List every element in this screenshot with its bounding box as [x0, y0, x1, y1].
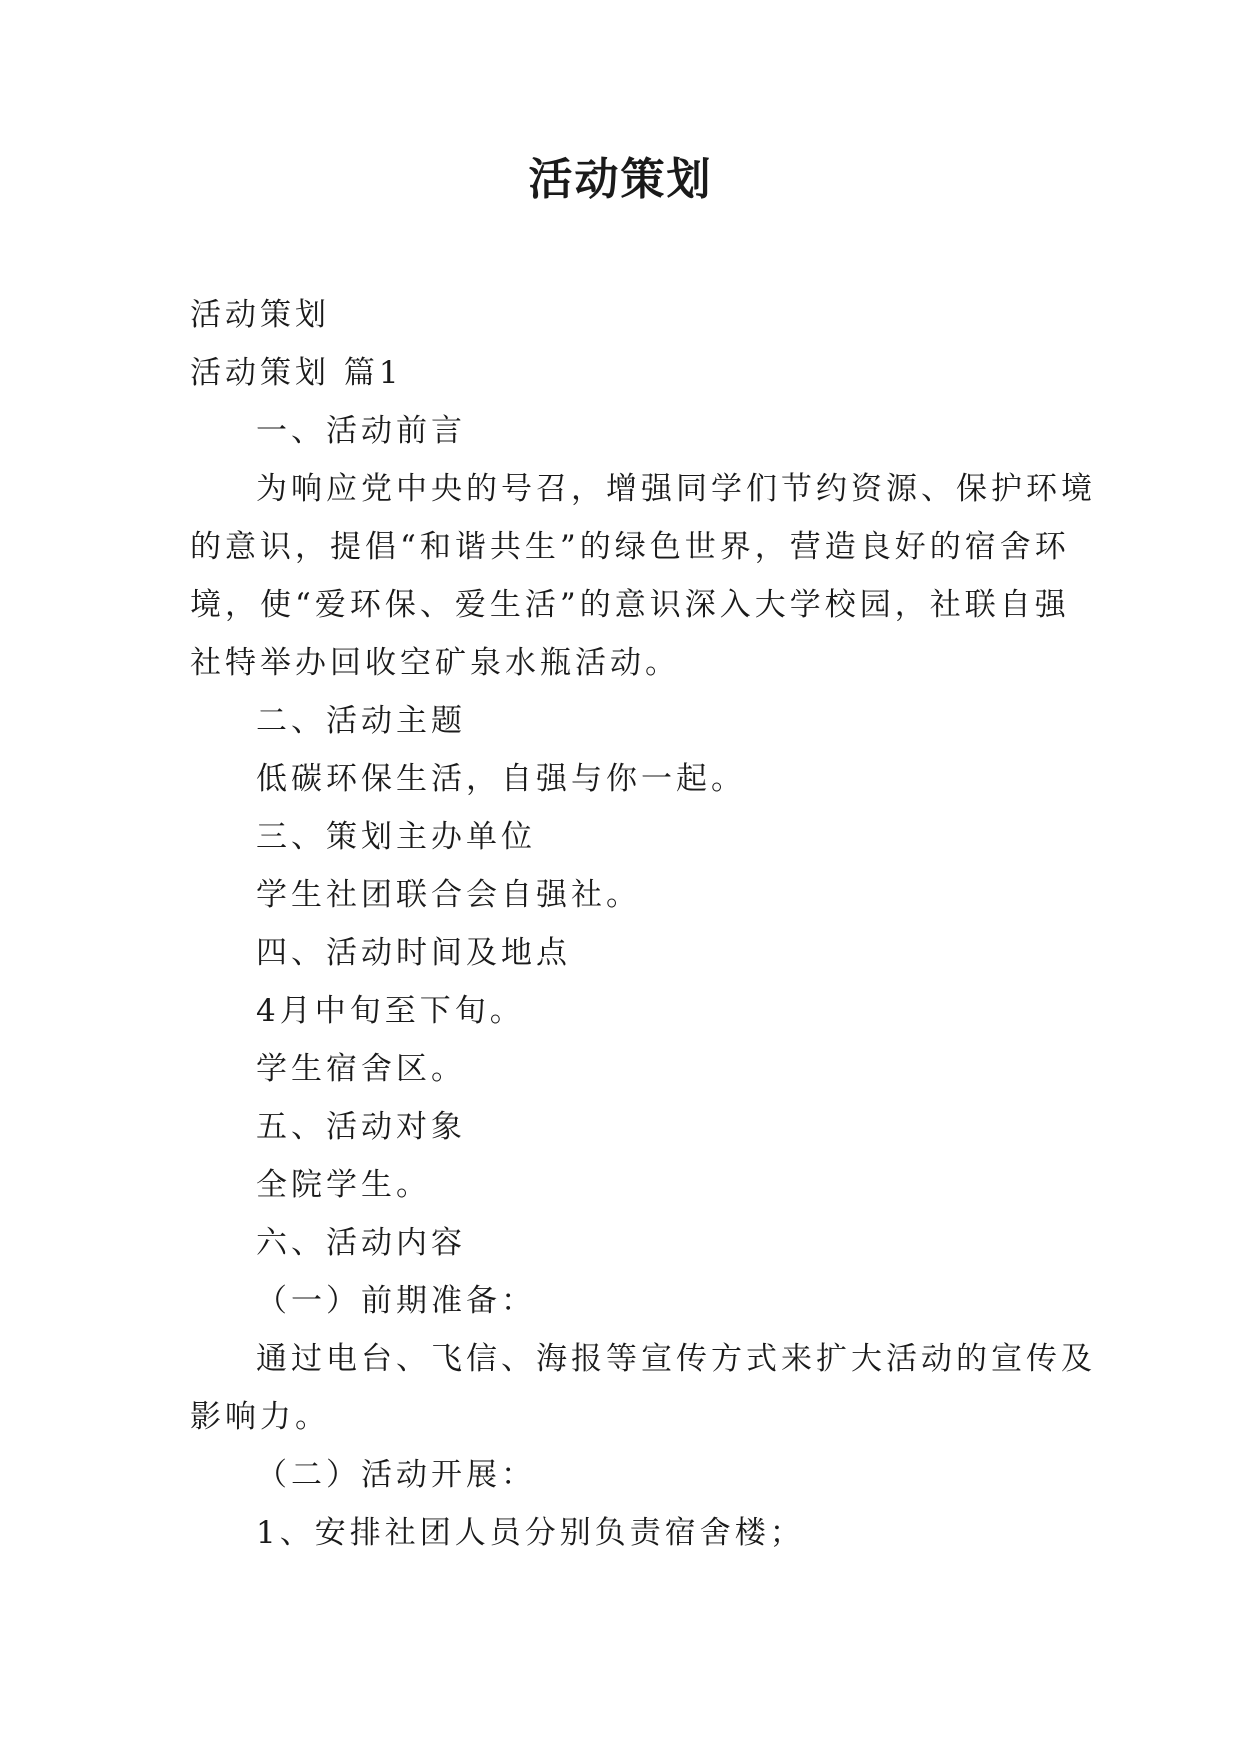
paragraph-line: 全院学生。	[256, 1167, 431, 1203]
paragraph-line: 社特举办回收空矿泉水瓶活动。	[190, 645, 680, 681]
list-item: 1、安排社团人员分别负责宿舍楼；	[256, 1515, 805, 1551]
paragraph-line: 4月中旬至下旬。	[256, 993, 525, 1029]
paragraph-line: 通过电台、飞信、海报等宣传方式来扩大活动的宣传及	[256, 1341, 1096, 1377]
section-heading: 六、活动内容	[256, 1225, 466, 1261]
section-heading: 二、活动主题	[256, 703, 466, 739]
subheading-line: 活动策划 篇1	[190, 355, 403, 391]
paragraph-line: 学生宿舍区。	[256, 1051, 466, 1087]
paragraph-line: 学生社团联合会自强社。	[256, 877, 641, 913]
heading-line: 活动策划	[190, 297, 330, 333]
paragraph-line: 境，使“爱环保、爱生活”的意识深入大学校园，社联自强	[190, 587, 1070, 623]
subsection-heading: （一）前期准备：	[256, 1283, 536, 1319]
section-heading: 三、策划主办单位	[256, 819, 536, 855]
subsection-heading: （二）活动开展：	[256, 1457, 536, 1493]
paragraph-line: 影响力。	[190, 1399, 330, 1435]
section-heading: 四、活动时间及地点	[256, 935, 571, 971]
section-heading: 五、活动对象	[256, 1109, 466, 1145]
document-title: 活动策划	[528, 154, 713, 205]
paragraph-line: 的意识，提倡“和谐共生”的绿色世界，营造良好的宿舍环	[190, 529, 1070, 565]
paragraph-line: 低碳环保生活，自强与你一起。	[256, 761, 746, 797]
paragraph-line: 为响应党中央的号召，增强同学们节约资源、保护环境	[256, 471, 1096, 507]
document-body	[190, 286, 1096, 1562]
section-heading: 一、活动前言	[256, 413, 466, 449]
